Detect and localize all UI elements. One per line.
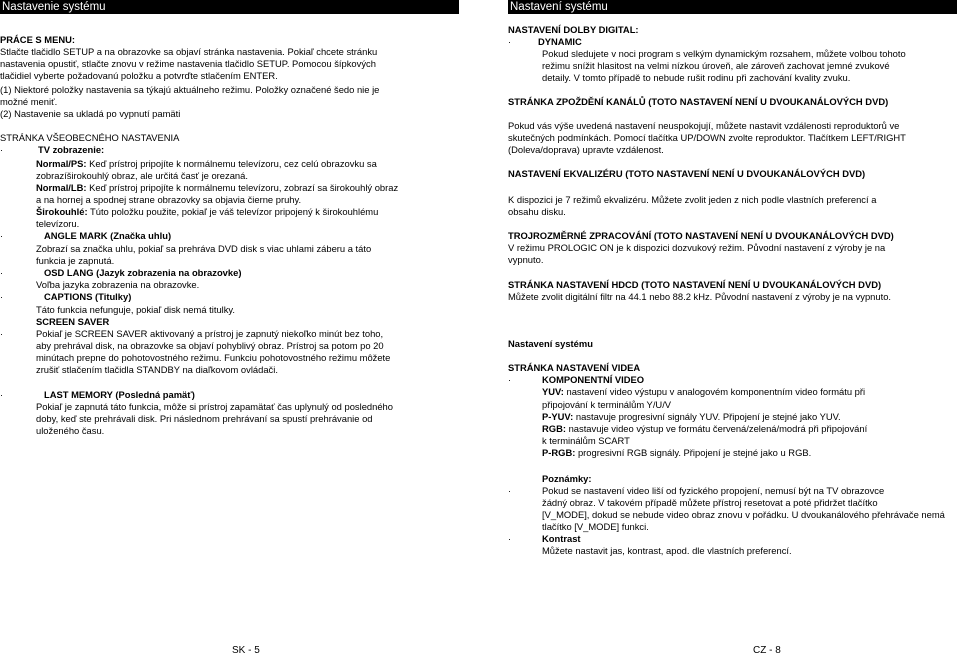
lb-line: a na hornej a spodnej strane obrazovky sa objavia čierne pruhy. [36,194,302,205]
captions-line: Táto funkcia nefunguje, pokiaľ disk nemá titulky. [36,304,236,315]
yuv-term: YUV: [542,386,564,397]
yuv-line: YUV: nastavení video výstupu v analogovém komponentním video formátu při [542,386,866,397]
left-page-number: SK - 5 [232,645,260,656]
osd-line: Voľba jazyka zobrazenia na obrazovke. [36,279,200,290]
angle-label: ANGLE MARK (Značka uhlu) [44,230,172,241]
memory-label: LAST MEMORY (Posledná pamäť) [44,389,195,400]
wide-line: Širokouhlé: Túto položku použite, pokiaľ je váš televízor pripojený k širokouhlému [36,206,379,217]
notes-label: Poznámky: [542,473,592,484]
dynamic-line: režimu snížit hlasitost na velmi nízkou úroveň, ale zároveň zachovat jemné zvukové [542,60,890,71]
saver-label: SCREEN SAVER [36,316,110,327]
dynamic-line: Pokud sledujete v noci program s velkým dynamickým rozsahem, můžete volbou tohoto [542,48,906,59]
ps-term: Normal/PS: [36,158,87,169]
yuv-line: připojování k terminálům Y/U/V [542,399,672,410]
menu-title: PRÁCE S MENU: [0,34,76,45]
intro-line: (1) Niektoré položky nastavenia sa týkajú aktuálneho režimu. Položky označené šedo nie je [0,84,380,95]
memory-line: uloženého času. [36,425,105,436]
note-line: tlačítko [V_MODE] funkci. [542,521,649,532]
eq-title: NASTAVENÍ EKVALIZÉRU (TOTO NASTAVENÍ NENÍ U DVOUKANÁLOVÝCH DVD) [508,168,866,179]
left-column [0,0,459,436]
ps-line: zobrazíširokouhlý obraz, ale určitá časť je orezaná. [36,170,248,181]
bullet: · [0,291,4,302]
rgb-line: RGB: nastavuje video výstup ve formátu červená/zelená/modrá při připojování [542,423,868,434]
eq-line: K dispozici je 7 režimů ekvalizéru. Můžete zvolit jeden z nich podle vlastních preferencí a [508,194,877,205]
note-line: Můžete nastavit jas, kontrast, apod. dle vlastních preferencí. [542,545,792,556]
prologic-title: TROJROZMĚRNÉ ZPRACOVÁNÍ (TOTO NASTAVENÍ NENÍ U DVOUKANÁLOVÝCH DVD) [508,230,894,241]
right-page-number: CZ - 8 [753,645,781,656]
prgb-line: P-RGB: progresivní RGB signály. Připojení je stejné jako u RGB. [542,447,812,458]
hdcd-title: STRÁNKA NASTAVENÍ HDCD (TOTO NASTAVENÍ NENÍ U DVOUKANÁLOVÝCH DVD) [508,279,882,290]
video-title: STRÁNKA NASTAVENÍ VIDEA [508,362,641,373]
saver-line: minútach prepne do pohotovostného režimu. Funkciu pohotovostného režimu môžete [36,352,391,363]
settings-subheader: Nastavení systému [508,338,593,349]
intro-line: (2) Nastavenie sa ukladá po vypnutí pamäti [0,108,181,119]
bullet: · [0,144,4,155]
delay-line: Pokud vás výše uvedená nastavení neuspokojují, můžete nastavit vzdálenosti reproduktorů ve [508,120,900,131]
delay-line: (Doleva/doprava) upravte vzdálenost. [508,144,664,155]
bullet: · [0,389,4,400]
wide-term: Širokouhlé: [36,206,88,217]
note2-label: Kontrast [542,533,581,544]
intro-line: tlačidiel vyberte požadovanú položku a potvrďte stlačením ENTER. [0,70,278,81]
note-line: žádný obraz. V takovém případě můžete přístroj resetovat a poté přidržet tlačítko [542,497,878,508]
intro-line: možné meniť. [0,96,58,107]
saver-line: Pokiaľ je SCREEN SAVER aktivovaný a prístroj je zapnutý niekoľko minút bez toho, [36,328,384,339]
component-label: KOMPONENTNÍ VIDEO [542,374,645,385]
rgb-line: k terminálům SCART [542,435,630,446]
angle-line: funkcia je zapnutá. [36,255,115,266]
pyuv-term: P-YUV: [542,411,574,422]
hdcd-line: Můžete zvolit digitální filtr na 44.1 nebo 88.2 kHz. Původní nastavení z výroby je na vypnuto. [508,291,892,302]
bullet: · [508,374,512,385]
ps-line: Normal/PS: Keď prístroj pripojíte k normálnemu televízoru, cez celú obrazovku sa [36,158,377,169]
prologic-line: V režimu PROLOGIC ON je k dispozici dozvukový režim. Původní nastavení z výroby je na [508,242,886,253]
lb-term: Normal/LB: [36,182,87,193]
bullet: · [508,533,512,544]
dynamic-label: DYNAMIC [538,36,582,47]
tv-label: TV zobrazenie: [38,144,105,155]
rgb-term: RGB: [542,423,566,434]
left-header: Nastavenie systému [0,0,459,14]
eq-line: obsahu disku. [508,206,566,217]
note-line: Pokud se nastavení video liší od fyzického propojení, nemusí být na TV obrazovce [542,485,885,496]
captions-label: CAPTIONS (Titulky) [44,291,132,302]
right-header: Nastavení systému [508,0,957,14]
memory-line: doby, keď ste prehrávali disk. Pri následnom prehrávaní sa spustí prehrávanie od [36,413,373,424]
delay-line: skutečných podmínkách. Pomocí tlačítka UP/DOWN zvolte reproduktor. Tlačítkem LEFT/RIGHT [508,132,906,143]
wide-line: televízoru. [36,218,80,229]
bullet: · [0,328,4,339]
memory-line: Pokiaľ je zapnutá táto funkcia, môže si prístroj zapamätať čas uplynulý od posledného [36,401,393,412]
dolby-title: NASTAVENÍ DOLBY DIGITAL: [508,24,639,35]
saver-line: zrušiť stlačením tlačidla STANDBY na diaľkovom ovládači. [36,364,278,375]
lb-line: Normal/LB: Keď prístroj pripojíte k normálnemu televízoru, zobrazí sa širokouhlý obraz [36,182,399,193]
bullet: · [0,230,4,241]
general-section-title: STRÁNKA VŠEOBECNÉHO NASTAVENIA [0,132,180,143]
saver-line: aby prehrával disk, na obrazovke sa objaví pohyblivý obraz. Prístroj sa potom po 20 [36,340,384,351]
dynamic-line: detaily. V tomto případě to nebude rušit rodinu při zachování kvality zvuku. [542,72,851,83]
delay-title: STRÁNKA ZPOŽDĚNÍ KANÁLŮ (TOTO NASTAVENÍ NENÍ U DVOUKANÁLOVÝCH DVD) [508,96,889,107]
bullet: · [508,36,512,47]
bullet: · [0,267,4,278]
intro-line: Stlačte tlačidlo SETUP a na obrazovke sa objaví stránka nastavenia. Pokiaľ chcete stránku [0,46,378,57]
osd-label: OSD LANG (Jazyk zobrazenia na obrazovke) [44,267,242,278]
prgb-term: P-RGB: [542,447,576,458]
bullet: · [508,485,512,496]
note-line: [V_MODE], dokud se nebude video obraz znovu v pořádku. U dvoukanálového přehrávače nemá [542,509,945,520]
prologic-line: vypnuto. [508,254,544,265]
intro-line: nastavenia opustiť, stlačte znovu v režime nastavenia tlačidlo SETUP. Pomocou šípkových [0,58,376,69]
right-column [508,0,957,556]
angle-line: Zobrazí sa značka uhlu, pokiaľ sa prehráva DVD disk s viac uhlami záberu a táto [36,243,372,254]
pyuv-line: P-YUV: nastavuje progresivní signály YUV. Připojení je stejné jako YUV. [542,411,841,422]
